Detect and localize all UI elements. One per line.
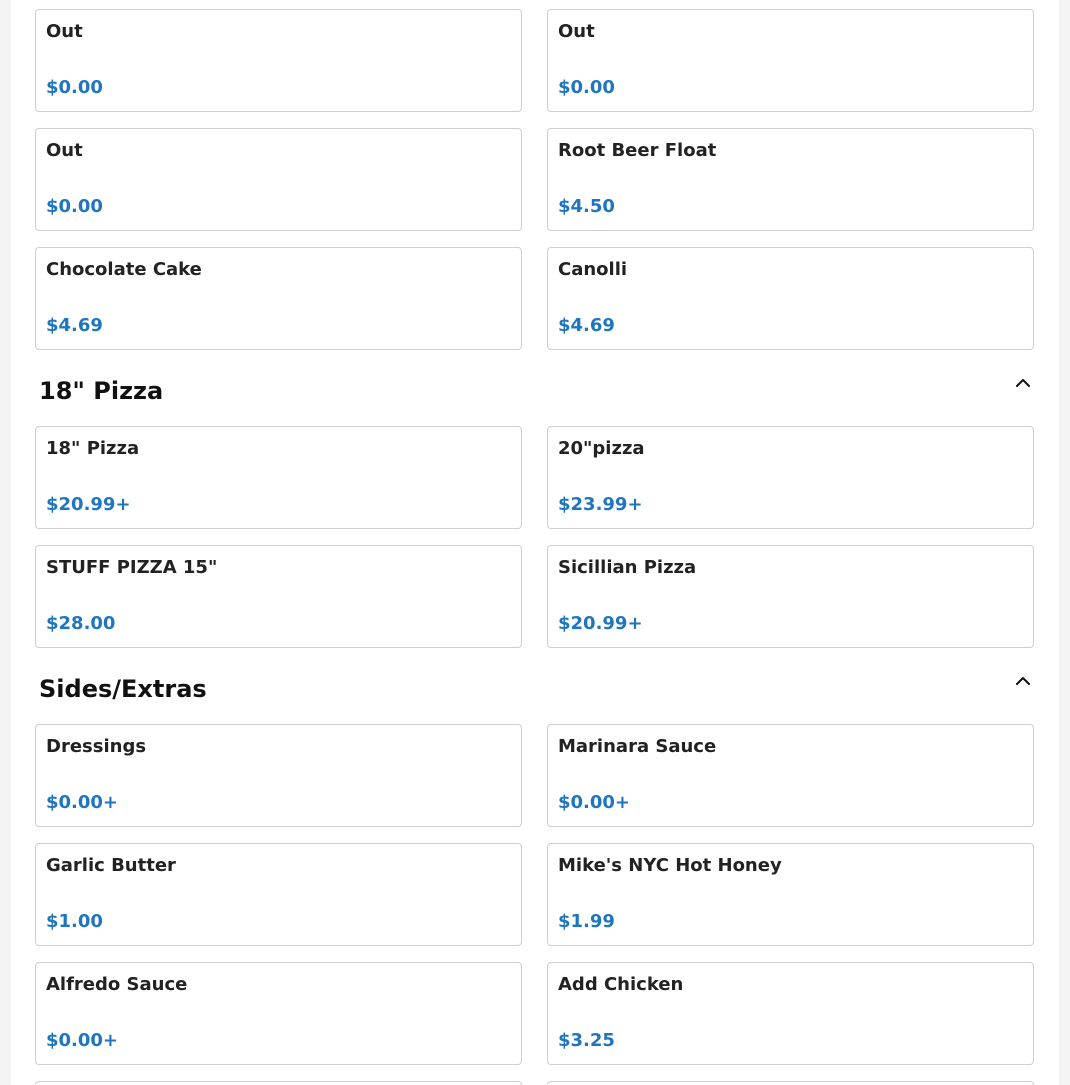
- menu-items-row-clipped: [35, 1081, 1034, 1085]
- menu-items-grid-18-pizza: [35, 426, 1034, 648]
- menu-item-card[interactable]: [35, 724, 522, 827]
- menu-item-card[interactable]: [35, 843, 522, 946]
- menu-item-card[interactable]: [35, 247, 522, 350]
- menu-item-price: $4.50: [558, 196, 615, 217]
- menu-item-price: $23.99+: [558, 494, 643, 515]
- menu-item-name: Garlic Butter: [46, 855, 176, 876]
- menu-item-price: $0.00: [46, 196, 103, 217]
- menu-item-name: Chocolate Cake: [46, 259, 202, 280]
- menu-item-price: $28.00: [46, 613, 116, 634]
- menu-item-card[interactable]: [547, 962, 1034, 1065]
- menu-item-card[interactable]: [547, 426, 1034, 529]
- menu-item-name: Root Beer Float: [558, 140, 717, 161]
- menu-item-name: 18" Pizza: [46, 438, 140, 459]
- menu-item-price: $1.99: [558, 911, 615, 932]
- menu-item-price: $20.99+: [558, 613, 643, 634]
- section-header-18-pizza[interactable]: [39, 374, 1034, 408]
- menu-item-card[interactable]: [35, 128, 522, 231]
- menu-item-card[interactable]: [35, 545, 522, 648]
- menu-item-name: Out: [46, 21, 83, 42]
- menu-item-name: Canolli: [558, 259, 628, 280]
- menu-item-name: Out: [558, 21, 595, 42]
- menu-item-price: $3.25: [558, 1030, 615, 1051]
- menu-item-price: $4.69: [46, 315, 103, 336]
- menu-item-name: STUFF PIZZA 15": [46, 557, 218, 578]
- menu-item-card[interactable]: [35, 9, 522, 112]
- menu-item-price: $0.00: [558, 77, 615, 98]
- menu-item-name: Out: [46, 140, 83, 161]
- section-title: 18" Pizza: [39, 377, 164, 405]
- section-title: Sides/Extras: [39, 675, 207, 703]
- menu-item-name: Marinara Sauce: [558, 736, 717, 757]
- menu-item-name: Alfredo Sauce: [46, 974, 188, 995]
- chevron-up-icon[interactable]: [1012, 670, 1034, 692]
- menu-items-grid-desserts: [35, 9, 1034, 350]
- menu-item-name: Mike's NYC Hot Honey: [558, 855, 782, 876]
- menu-item-price: $1.00: [46, 911, 103, 932]
- menu-item-price: $0.00+: [558, 792, 631, 813]
- menu-item-price: $0.00+: [46, 792, 119, 813]
- menu-item-card[interactable]: [547, 247, 1034, 350]
- menu-item-price: $0.00+: [46, 1030, 119, 1051]
- menu-item-card[interactable]: [547, 843, 1034, 946]
- menu-item-name: Dressings: [46, 736, 147, 757]
- menu-item-card[interactable]: [35, 1081, 522, 1085]
- menu-item-name: Add Chicken: [558, 974, 684, 995]
- menu-items-grid-sides-extras: [35, 724, 1034, 1065]
- menu-item-card[interactable]: [547, 128, 1034, 231]
- chevron-up-icon[interactable]: [1012, 372, 1034, 394]
- menu-item-name: 20"pizza: [558, 438, 645, 459]
- menu-item-card[interactable]: [547, 1081, 1034, 1085]
- menu-item-card[interactable]: [35, 962, 522, 1065]
- menu-item-price: $4.69: [558, 315, 615, 336]
- menu-item-card[interactable]: [35, 426, 522, 529]
- section-header-sides-extras[interactable]: [39, 672, 1034, 706]
- menu-item-card[interactable]: [547, 9, 1034, 112]
- menu-item-card[interactable]: [547, 545, 1034, 648]
- menu-item-price: $0.00: [46, 77, 103, 98]
- menu-item-card[interactable]: [547, 724, 1034, 827]
- menu-item-price: $20.99+: [46, 494, 131, 515]
- menu-page: [11, 0, 1059, 1085]
- menu-item-name: Sicillian Pizza: [558, 557, 697, 578]
